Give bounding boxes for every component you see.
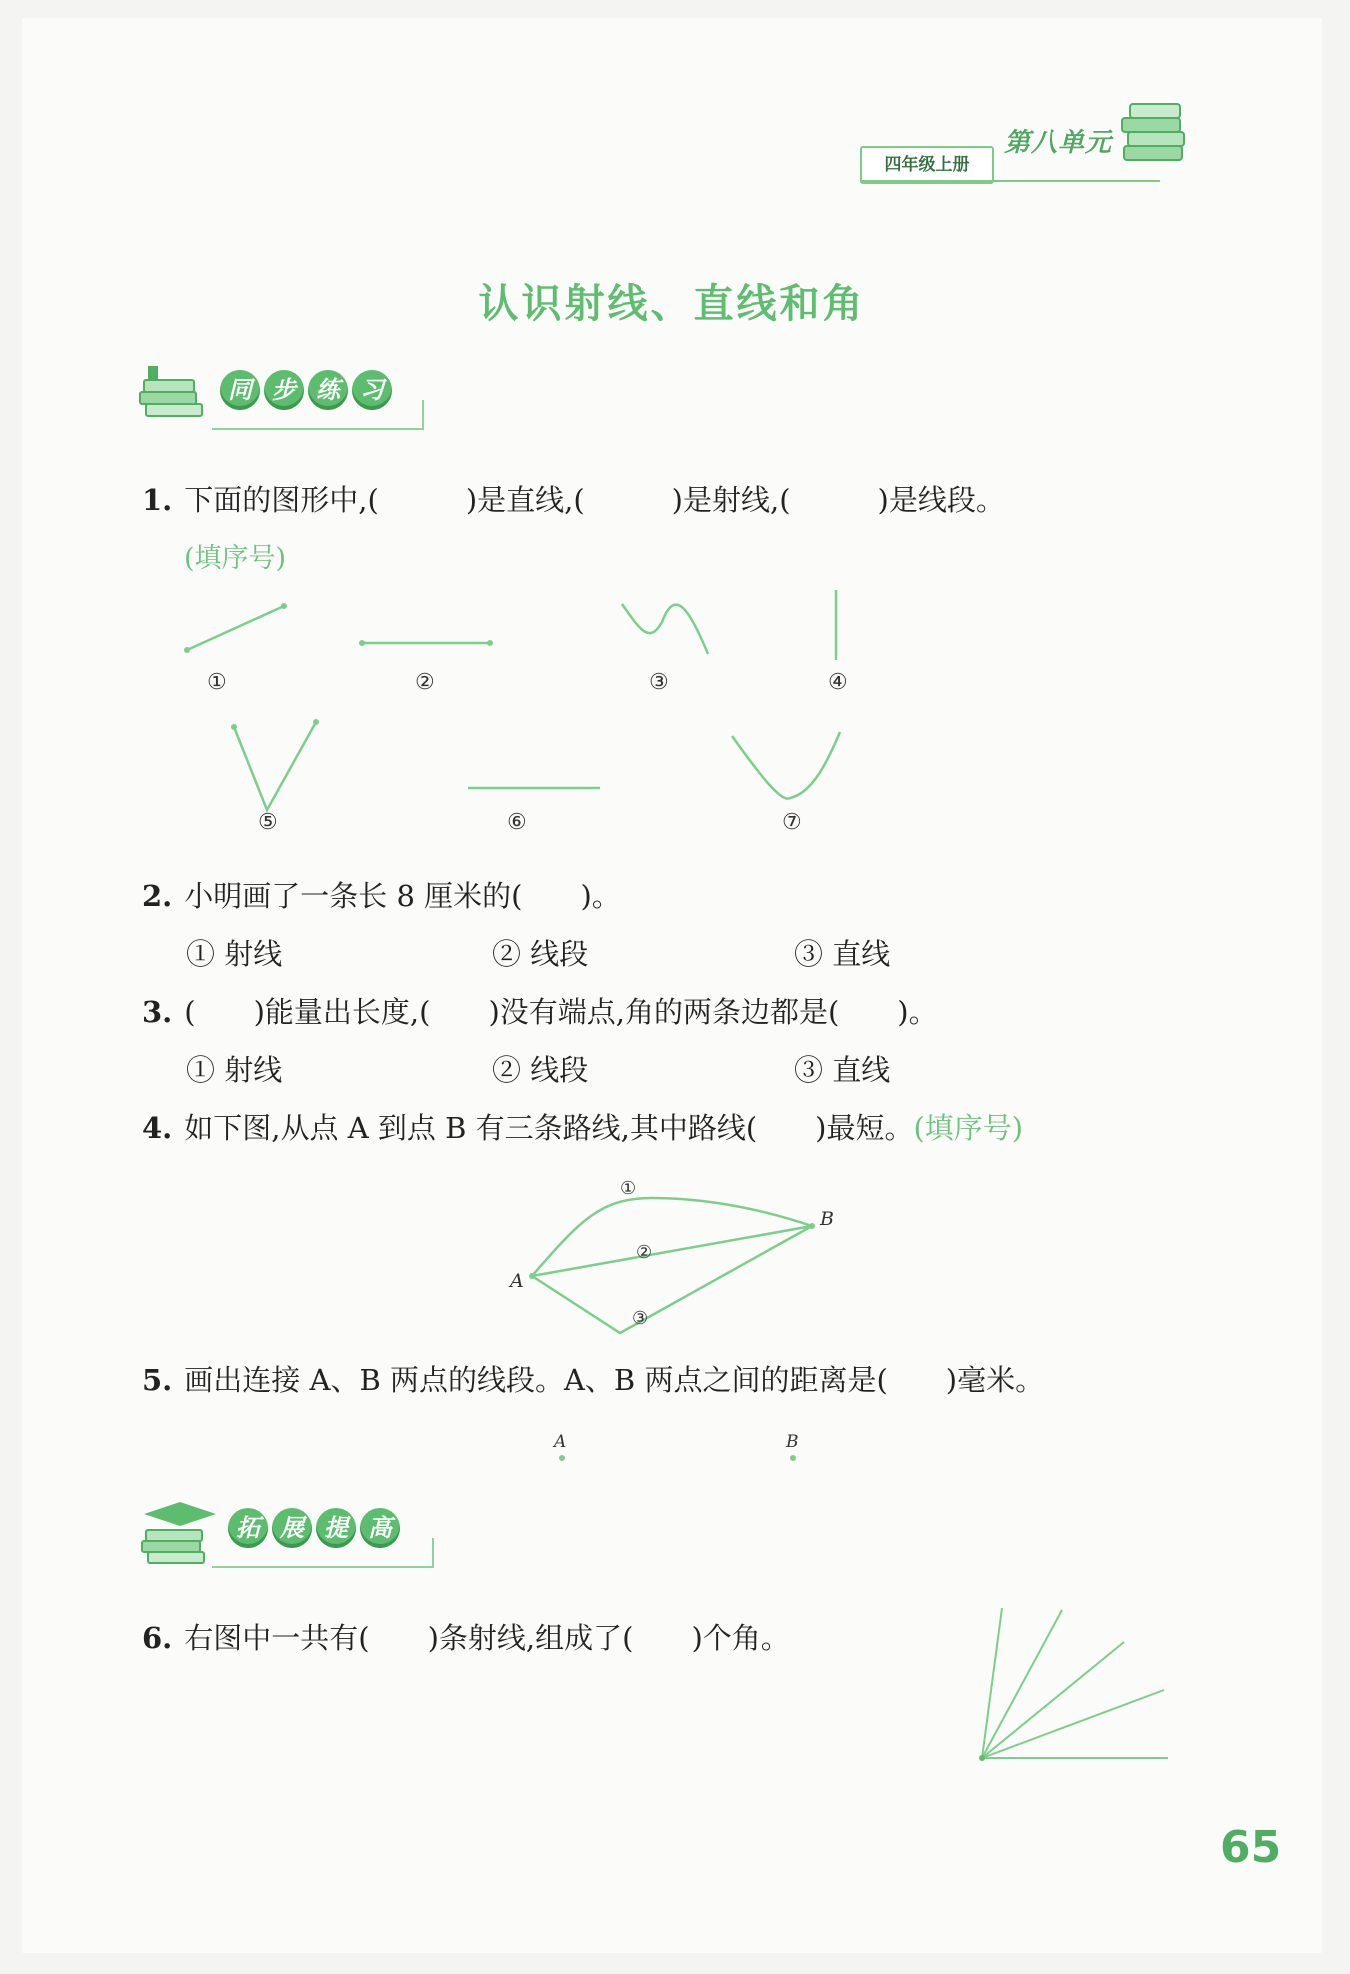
route-label: ① — [620, 1178, 637, 1199]
question-text: 下面的图形中,( )是直线,( )是射线,( )是线段。 — [184, 483, 1005, 517]
figure-label: ② — [415, 670, 435, 695]
figure-label: ① — [207, 670, 227, 695]
point-a-label: A — [510, 1270, 524, 1292]
question-text: ( )能量出长度,( )没有端点,角的两条边都是( )。 — [184, 995, 938, 1029]
point-b-label: B — [820, 1208, 834, 1230]
grade-label: 四年级上册 — [860, 146, 994, 184]
page-title: 认识射线、直线和角 — [478, 280, 866, 327]
page-number: 65 — [1220, 1822, 1282, 1873]
fill-hint: (填序号) — [913, 1111, 1024, 1145]
section-char: 展 — [272, 1508, 312, 1548]
route-label: ③ — [632, 1308, 649, 1329]
section-char: 练 — [308, 370, 348, 410]
section-char: 拓 — [228, 1508, 268, 1548]
option-3[interactable]: ③ 直线 — [794, 937, 891, 971]
section-char: 同 — [220, 370, 260, 410]
workbook-page — [22, 18, 1322, 1953]
figure-label: ⑥ — [507, 810, 527, 835]
figure-label: ⑤ — [258, 810, 278, 835]
fill-hint: (填序号) — [184, 543, 287, 574]
route-label: ② — [636, 1242, 653, 1263]
figure-label: ⑦ — [782, 810, 802, 835]
point-b-label: B — [786, 1432, 799, 1452]
section-char: 高 — [360, 1508, 400, 1548]
question-text: 画出连接 A、B 两点的线段。A、B 两点之间的距离是( )毫米。 — [184, 1363, 1045, 1397]
point-a-label: A — [554, 1432, 567, 1452]
unit-label: 第八单元 — [1004, 128, 1113, 158]
option-1[interactable]: ① 射线 — [186, 937, 283, 971]
question-number: 5. — [142, 1363, 173, 1397]
figure-label: ④ — [828, 670, 848, 695]
question-number: 2. — [142, 879, 173, 913]
question-number: 6. — [142, 1621, 173, 1655]
question-number: 1. — [142, 483, 173, 517]
section-char: 步 — [264, 370, 304, 410]
question-number: 4. — [142, 1111, 173, 1145]
section-char: 提 — [316, 1508, 356, 1548]
figure-label: ③ — [649, 670, 669, 695]
option-2[interactable]: ② 线段 — [492, 1053, 589, 1087]
option-2[interactable]: ② 线段 — [492, 937, 589, 971]
option-1[interactable]: ① 射线 — [186, 1053, 283, 1087]
option-3[interactable]: ③ 直线 — [794, 1053, 891, 1087]
question-text: 右图中一共有( )条射线,组成了( )个角。 — [184, 1621, 790, 1655]
rays-figure — [22, 18, 1322, 1818]
question-number: 3. — [142, 995, 173, 1029]
section-char: 习 — [352, 370, 392, 410]
question-text: 如下图,从点 A 到点 B 有三条路线,其中路线( )最短。 — [184, 1111, 914, 1145]
question-text: 小明画了一条长 8 厘米的( )。 — [184, 879, 621, 913]
